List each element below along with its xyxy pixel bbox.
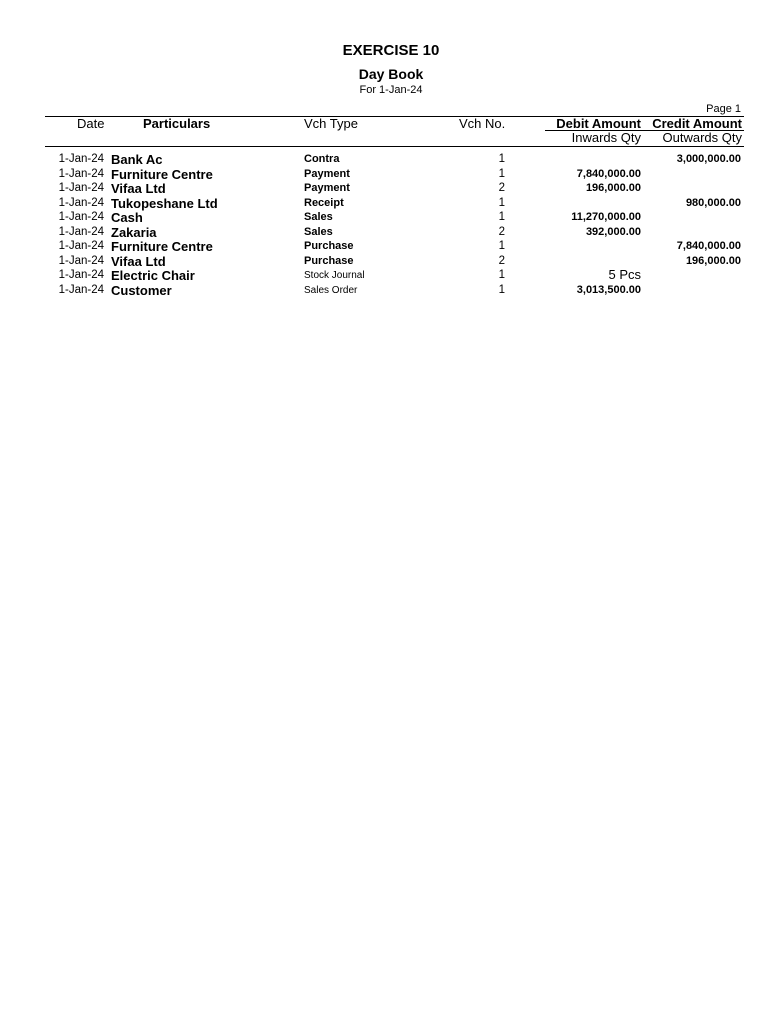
entry-vch-type: Stock Journal — [304, 270, 365, 281]
entry-vch-type: Receipt — [304, 196, 344, 209]
col-header-date: Date — [77, 116, 105, 131]
entry-credit: 980,000.00 — [685, 196, 741, 209]
entry-credit: 3,000,000.00 — [676, 153, 741, 165]
col-header-vch-type: Vch Type — [304, 116, 358, 131]
entry-vch-no: 1 — [498, 269, 505, 281]
entry-vch-no: 1 — [498, 153, 505, 165]
entry-particulars: Customer — [111, 282, 172, 298]
entry-vch-type: Contra — [304, 153, 340, 165]
entry-vch-no: 1 — [498, 196, 505, 209]
col-header-particulars: Particulars — [143, 116, 211, 131]
entry-particulars: Cash — [111, 210, 143, 225]
col-header-debit: Debit Amount — [556, 116, 641, 131]
report-subtitle: Day Book — [358, 66, 424, 82]
page-number: Page 1 — [706, 103, 741, 115]
table-row — [0, 152, 768, 166]
entry-credit: 7,840,000.00 — [676, 240, 741, 252]
entry-vch-no: 1 — [498, 167, 505, 180]
entry-date: 1-Jan-24 — [58, 269, 104, 281]
entry-vch-type: Sales Order — [304, 284, 358, 296]
entry-debit: 3,013,500.00 — [576, 283, 641, 296]
entry-vch-type: Sales — [304, 211, 333, 223]
col-header-credit: Credit Amount — [652, 116, 742, 131]
entry-particulars: Vifaa Ltd — [111, 181, 166, 196]
entry-vch-type: Purchase — [304, 254, 354, 267]
entry-debit: 392,000.00 — [585, 225, 641, 238]
table-row — [0, 225, 768, 239]
report-period: For 1-Jan-24 — [359, 84, 423, 96]
entry-vch-no: 2 — [498, 254, 505, 267]
entry-vch-no: 2 — [498, 182, 505, 194]
entry-vch-no: 2 — [498, 225, 505, 238]
table-row — [0, 268, 768, 282]
table-row — [0, 167, 768, 181]
table-row — [0, 283, 768, 297]
entry-particulars: Electric Chair — [111, 268, 195, 283]
entry-particulars: Vifaa Ltd — [111, 253, 166, 269]
entry-debit: 5 Pcs — [608, 267, 641, 282]
table-row — [0, 181, 768, 195]
entry-debit: 196,000.00 — [585, 182, 641, 194]
entry-vch-type: Payment — [304, 182, 350, 194]
entry-date: 1-Jan-24 — [58, 254, 104, 267]
entry-debit: 7,840,000.00 — [576, 167, 641, 180]
col-header-outwards: Outwards Qty — [662, 130, 742, 145]
table-row — [0, 210, 768, 224]
entry-particulars: Furniture Centre — [111, 239, 213, 254]
entry-vch-no: 1 — [498, 283, 505, 296]
entry-particulars: Tukopeshane Ltd — [111, 195, 218, 211]
entry-particulars: Bank Ac — [111, 152, 163, 167]
entry-date: 1-Jan-24 — [58, 196, 104, 209]
table-row — [0, 254, 768, 268]
entry-debit: 11,270,000.00 — [571, 211, 641, 223]
header-bottom-rule — [45, 146, 744, 147]
report-title: EXERCISE 10 — [342, 42, 440, 59]
entry-vch-no: 1 — [498, 211, 505, 223]
entry-vch-type: Purchase — [304, 240, 354, 252]
table-row — [0, 239, 768, 253]
entry-particulars: Furniture Centre — [111, 166, 213, 182]
entry-date: 1-Jan-24 — [58, 240, 104, 252]
entry-date: 1-Jan-24 — [58, 225, 104, 238]
table-row — [0, 196, 768, 210]
entry-vch-type: Payment — [304, 167, 350, 180]
entry-date: 1-Jan-24 — [58, 211, 104, 223]
col-header-inwards: Inwards Qty — [571, 130, 641, 145]
entry-date: 1-Jan-24 — [58, 153, 104, 165]
entry-vch-no: 1 — [498, 240, 505, 252]
col-header-vch-no: Vch No. — [459, 116, 506, 131]
entry-vch-type: Sales — [304, 225, 333, 238]
entry-date: 1-Jan-24 — [58, 182, 104, 194]
entry-date: 1-Jan-24 — [58, 167, 104, 180]
entry-date: 1-Jan-24 — [58, 283, 104, 296]
entry-credit: 196,000.00 — [685, 254, 741, 267]
entry-particulars: Zakaria — [111, 224, 157, 240]
